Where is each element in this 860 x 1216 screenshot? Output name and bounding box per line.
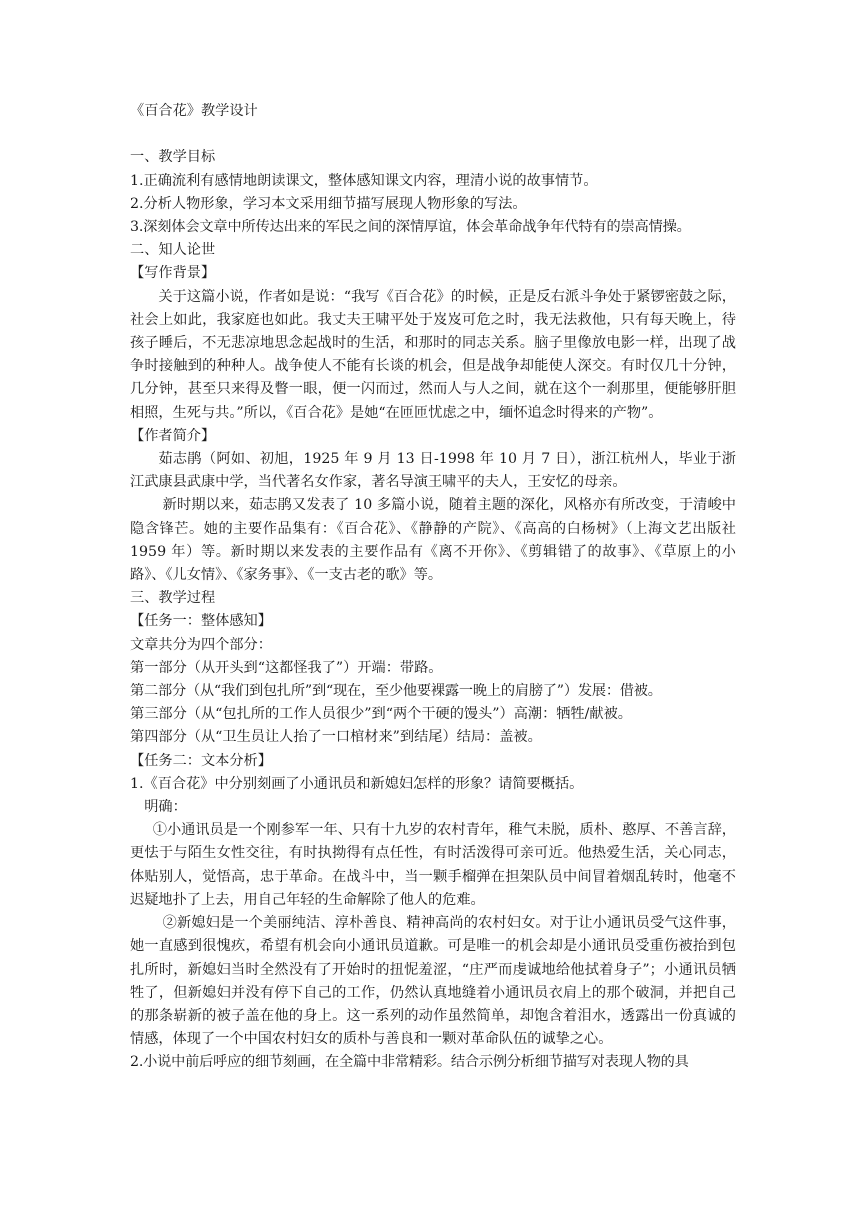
goal-item-1: 1.正确流利有感情地朗读课文，整体感知课文内容，理清小说的故事情节。 <box>130 172 598 189</box>
section-heading-background: 二、知人论世 <box>130 242 216 259</box>
part-item-2: 第二部分（从“我们到包扎所”到“现在，至少他要裸露一晚上的肩膀了”）发展：借被。 <box>130 683 662 700</box>
question-2: 2.小说中前后呼应的细节刻画，在全篇中非常精彩。结合示例分析细节描写对表现人物的具 <box>130 1054 689 1071</box>
part-item-1: 第一部分（从开头到“这都怪我了”）开端：带路。 <box>130 659 443 676</box>
question-1: 1.《百合花》中分别刻画了小通讯员和新媳妇怎样的形象？请简要概括。 <box>130 775 584 792</box>
goal-item-3: 3.深刻体会文章中所传达出来的军民之间的深情厚谊，体会革命战争年代特有的崇高情操。 <box>130 219 691 235</box>
part-item-4: 第四部分（从“卫生员让人抬了一口棺材来”到结尾）结局：盖被。 <box>130 729 542 746</box>
author-intro-text-2: 新时期以来，茹志鹃又发表了 10 多篇小说，随着主题的深化，风格亦有所改变，于清峻中隐含锋芒。她的主要作品集有：《百合花》、《静静的产院》、《高高的白杨树》（上海文艺出版社 1959 年）等。新时期以来发表的主要作品有《离不开你》、《剪辑错了的故事》、《草原上的小路》、《儿女情》、《家务事》、《一支古老的歌》等。 <box>130 497 736 584</box>
answer-paragraph-1: ①小通讯员是一个刚参军一年、只有十九岁的农村青年，稚气未脱，质朴、憨厚、不善言辞，更怯于与陌生女性交往，有时执拗得有点任性，有时活泼得可亲可近。他热爱生活，关心同志，体贴别人，觉悟高，忠于革命。在战斗中，当一颗手榴弹在担架队员中间冒着烟乱转时，他毫不迟疑地扑了上去，用自己年轻的生命解除了他人的危难。 <box>130 822 736 908</box>
document-title: 《百合花》教学设计 <box>130 103 258 119</box>
author-intro-text-1: 茹志鹃（阿如、初旭，1925 年 9 月 13 日-1998 年 10 月 7 日），浙江杭州人，毕业于浙江武康县武康中学，当代著名女作家，著名导演王啸平的夫人，王安忆的母亲。 <box>130 451 736 491</box>
task1-intro: 文章共分为四个部分： <box>130 636 272 653</box>
author-intro-label: 【作者简介】 <box>130 427 216 444</box>
answer-paragraph-2: ②新媳妇是一个美丽纯洁、淳朴善良、精神高尚的农村妇女。对于让小通讯员受气这件事，她一直感到很愧疚，希望有机会向小通讯员道歉。可是唯一的机会却是小通讯员受重伤被抬到包扎所时，新媳妇当时全然没有了开始时的扭怩羞涩，“庄严而虔诚地给他拭着身子”；小通讯员牺牲了，但新媳妇并没有停下自己的工作，仍然认真地缝着小通讯员衣肩上的那个破洞，并把自己的那条崭新的被子盖在他的身上。这一系列的动作虽然简单，却饱含着泪水，透露出一份真诚的情感，体现了一个中国农村妇女的质朴与善良和一颗对革命队伍的诚挚之心。 <box>130 915 736 1048</box>
document-page <box>130 100 736 1075</box>
blank-line <box>130 123 736 146</box>
part-item-3: 第三部分（从“包扎所的工作人员很少”到“两个干硬的馒头”）高潮：牺牲/献被。 <box>130 706 632 723</box>
writing-background-text: 关于这篇小说，作者如是说：“我写《百合花》的时候，正是反右派斗争处于紧锣密鼓之际，社会上如此，我家庭也如此。我丈夫王啸平处于岌岌可危之时，我无法救他，只有每天晚上，待孩子睡后，不无悲凉地思念起战时的生活，和那时的同志关系。脑子里像放电影一样，出现了战争时接触到的种种人。战争使人不能有长谈的机会，但是战争却能使人深交。有时仅几十分钟，几分钟，甚至只来得及瞥一眼，便一闪而过，然而人与人之间，就在这个一刹那里，便能够肝胆相照，生死与共。”所以，《百合花》是她“在匝匝忧虑之中，缅怀追念时得来的产物”。 <box>130 288 736 421</box>
section-heading-process: 三、教学过程 <box>130 590 216 607</box>
task2-label: 【任务二：文本分析】 <box>130 752 272 769</box>
goal-item-2: 2.分析人物形象，学习本文采用细节描写展现人物形象的写法。 <box>130 195 527 212</box>
section-heading-goals: 一、教学目标 <box>130 149 216 166</box>
writing-background-label: 【写作背景】 <box>130 265 216 282</box>
task1-label: 【任务一：整体感知】 <box>130 613 272 630</box>
answer-label: 明确： <box>144 799 187 816</box>
